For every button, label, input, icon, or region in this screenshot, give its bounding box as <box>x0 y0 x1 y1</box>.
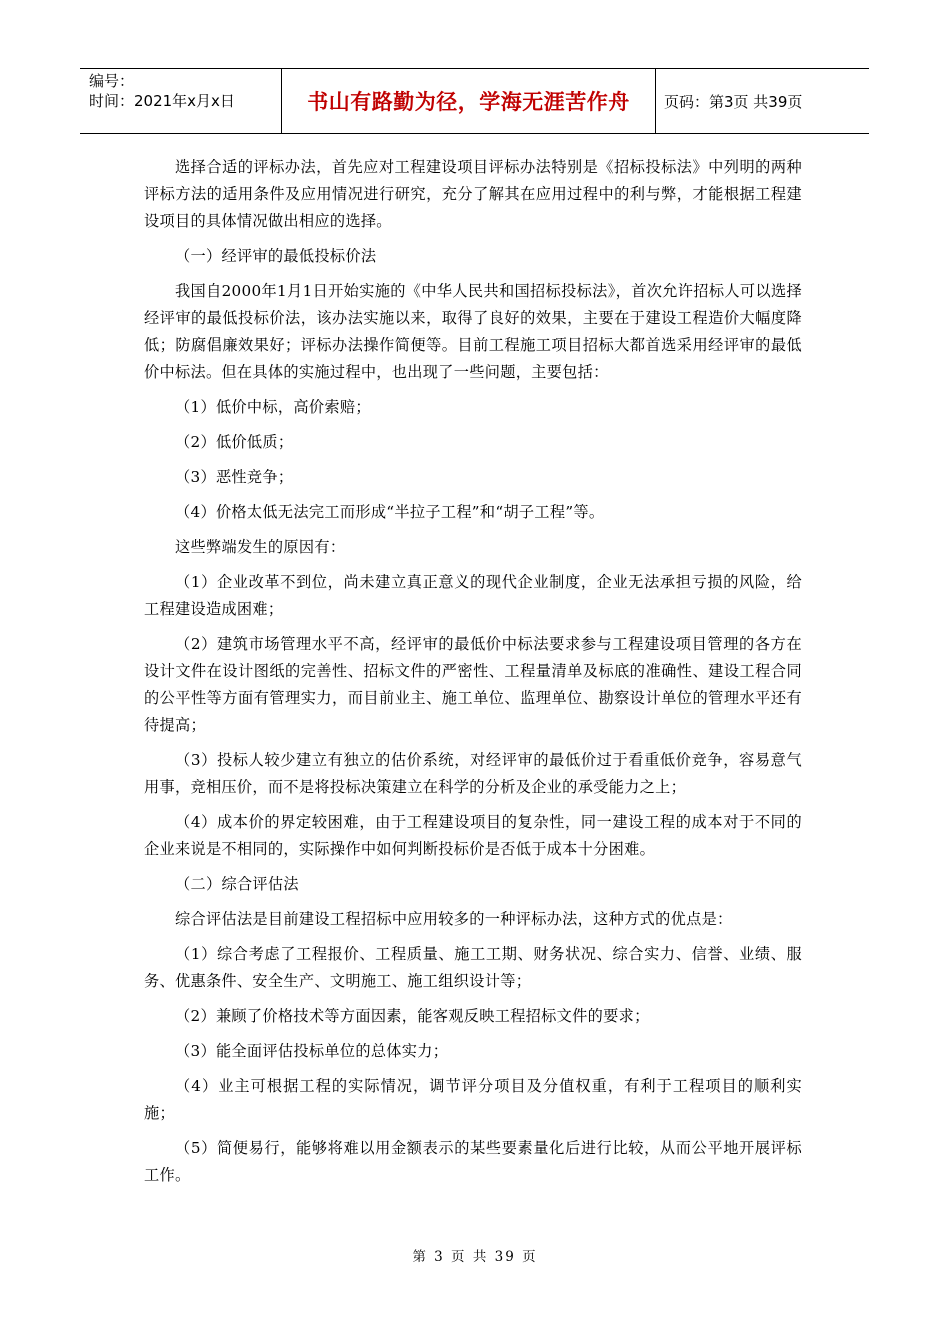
list-item: （3）恶性竞争； <box>175 468 294 486</box>
list-item: （5）简便易行，能够将难以用金额表示的某些要素量化后进行比较，从而公平地开展评标工作。 <box>144 1139 802 1184</box>
page-footer: 第 3 页 共 39 页 <box>412 1249 538 1265</box>
list-item: （4）成本价的界定较困难，由于工程建设项目的复杂性，同一建设工程的成本对于不同的企业来说是不相同的，实际操作中如何判断投标价是否低于成本十分困难。 <box>144 813 802 858</box>
paragraph: 选择合适的评标办法，首先应对工程建设项目评标办法特别是《招标投标法》中列明的两种评标方法的适用条件及应用情况进行研究，充分了解其在应用过程中的利与弊，才能根据工程建设项目的具体情况做出相应的选择。 <box>144 158 802 230</box>
list-item: （4）业主可根据工程的实际情况，调节评分项目及分值权重，有利于工程项目的顺利实施； <box>144 1077 802 1122</box>
document-header <box>80 68 869 134</box>
list-item: （2）兼顾了价格技术等方面因素，能客观反映工程招标文件的要求； <box>175 1007 650 1025</box>
header-motto: 书山有路勤为径，学海无涯苦作舟 <box>282 69 656 133</box>
paragraph: 综合评估法是目前建设工程招标中应用较多的一种评标办法，这种方式的优点是： <box>175 910 733 928</box>
list-item: （4）价格太低无法完工而形成“半拉子工程”和“胡子工程”等。 <box>175 503 605 521</box>
list-item: （2）建筑市场管理水平不高，经评审的最低价中标法要求参与工程建设项目管理的各方在设计文件在设计图纸的完善性、招标文件的严密性、工程量清单及标底的准确性、建设工程合同的公平性等方面有管理实力，而目前业主、施工单位、监理单位、勘察设计单位的管理水平还有待提高； <box>144 635 802 734</box>
header-page-info: 页码：第3页 共39页 <box>664 92 803 111</box>
header-meta <box>80 69 282 133</box>
list-item: （3）能全面评估投标单位的总体实力； <box>175 1042 449 1060</box>
list-item: （1）综合考虑了工程报价、工程质量、施工工期、财务状况、综合实力、信誉、业绩、服务、优惠条件、安全生产、文明施工、施工组织设计等； <box>144 945 802 990</box>
document-number-label: 编号： <box>89 72 135 90</box>
section-heading: （二）综合评估法 <box>175 875 299 893</box>
list-item: （3）投标人较少建立有独立的估价系统，对经评审的最低价过于看重低价竞争，容易意气用事，竞相压价，而不是将投标决策建立在科学的分析及企业的承受能力之上； <box>144 751 802 796</box>
document-body <box>144 154 802 1197</box>
document-date: 时间：2021年x月x日 <box>89 92 235 110</box>
section-heading: （一）经评审的最低投标价法 <box>175 247 377 265</box>
list-item: （2）低价低质； <box>175 433 294 451</box>
list-item: （1）企业改革不到位，尚未建立真正意义的现代企业制度，企业无法承担亏损的风险，给工程建设造成困难； <box>144 573 802 618</box>
list-item: （1）低价中标，高价索赔； <box>175 398 371 416</box>
paragraph: 这些弊端发生的原因有： <box>175 538 346 556</box>
paragraph: 我国自2000年1月1日开始实施的《中华人民共和国招标投标法》，首次允许招标人可以选择经评审的最低投标价法，该办法实施以来，取得了良好的效果，主要在于建设工程造价大幅度降低；防腐倡廉效果好；评标办法操作简便等。目前工程施工项目招标大都首选采用经评审的最低价中标法。但在具体的实施过程中，也出现了一些问题，主要包括： <box>144 282 802 381</box>
